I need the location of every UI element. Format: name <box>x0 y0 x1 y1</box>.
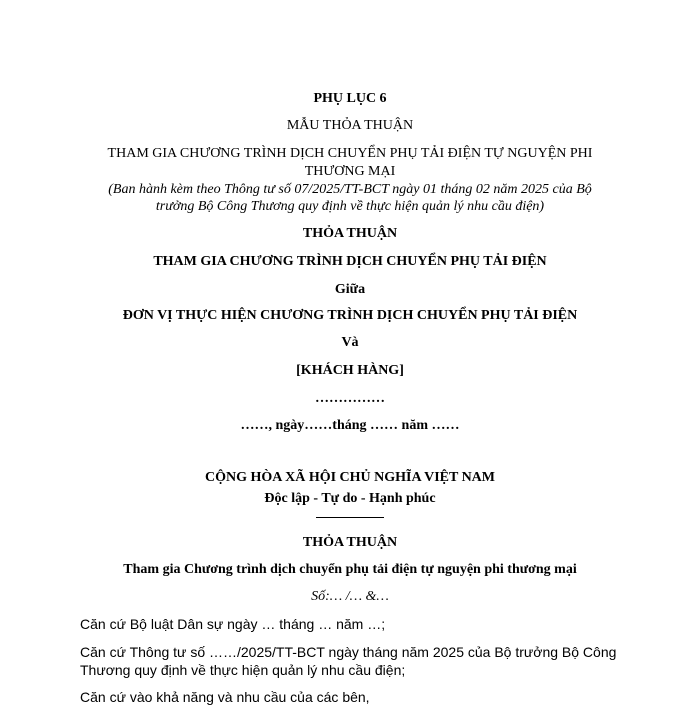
agreement-title: THỎA THUẬN <box>302 535 398 550</box>
motto-divider <box>316 517 384 518</box>
cover-and: Và <box>341 335 359 350</box>
legal-basis-civil-code: Căn cứ Bộ luật Dân sự ngày … tháng … năm …; <box>80 616 386 632</box>
issued-note-line2: trưởng Bộ Công Thương quy định về thực hiện quản lý nhu cầu điện) <box>155 199 545 214</box>
cover-program-title: THAM GIA CHƯƠNG TRÌNH DỊCH CHUYỂN PHỤ TẢI ĐIỆN <box>153 254 547 269</box>
form-title: MẪU THỎA THUẬN <box>286 118 414 133</box>
cover-unit: ĐƠN VỊ THỰC HIỆN CHƯƠNG TRÌNH DỊCH CHUYỂN PHỤ TẢI ĐIỆN <box>122 308 578 323</box>
cover-place-placeholder: …………… <box>315 391 385 406</box>
cover-date-placeholder: ……, ngày……tháng …… năm …… <box>240 418 460 433</box>
agreement-subtitle: Tham gia Chương trình dịch chuyển phụ tải điện tự nguyện phi thương mại <box>123 562 577 577</box>
program-title-line2: THƯƠNG MẠI <box>304 164 396 179</box>
issued-note-line1: (Ban hành kèm theo Thông tư số 07/2025/TT-BCT ngày 01 tháng 02 năm 2025 của Bộ <box>108 182 592 197</box>
cover-customer: [KHÁCH HÀNG] <box>296 363 404 378</box>
appendix-heading: PHỤ LỤC 6 <box>313 91 387 106</box>
national-title: CỘNG HÒA XÃ HỘI CHỦ NGHĨA VIỆT NAM <box>204 470 495 485</box>
agreement-number: Số:… /… &… <box>311 589 389 604</box>
legal-basis-circular-line1: Căn cứ Thông tư số ……/2025/TT-BCT ngày tháng năm 2025 của Bộ trưởng Bộ Công <box>80 644 617 660</box>
legal-basis-circular-line2: Thương quy định về thực hiện quản lý nhu cầu điện; <box>80 662 406 678</box>
legal-basis-capacity: Căn cứ vào khả năng và nhu cầu của các bên, <box>80 689 370 705</box>
cover-between: Giữa <box>334 282 366 297</box>
cover-agreement-title: THỎA THUẬN <box>302 226 398 241</box>
national-motto: Độc lập - Tự do - Hạnh phúc <box>264 491 436 506</box>
program-title-line1: THAM GIA CHƯƠNG TRÌNH DỊCH CHUYỂN PHỤ TẢI ĐIỆN TỰ NGUYỆN PHI <box>107 146 593 161</box>
